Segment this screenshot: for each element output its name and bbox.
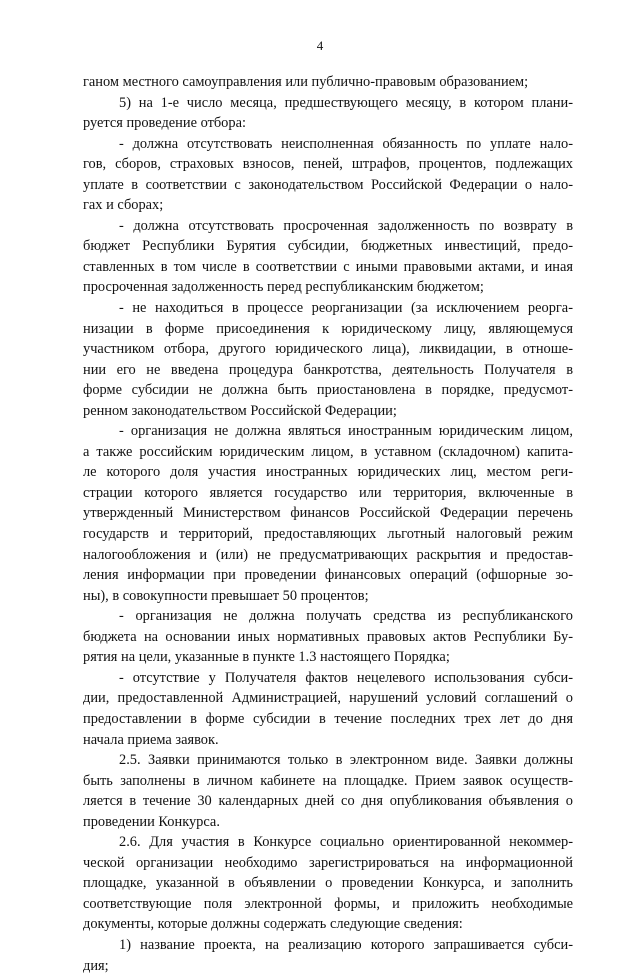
- text-line: ле которого доля участия иностранных юридических лиц, местом реги-: [83, 464, 573, 481]
- text-line: утвержденный Министерством финансов Российской Федерации перечень: [83, 505, 573, 522]
- text-line: 1) название проекта, на реализацию которого запрашивается субси-: [119, 936, 573, 953]
- text-line: форме субсидии не должна быть приостановлена в порядке, предусмот-: [83, 382, 573, 399]
- text-line: 5) на 1-е число месяца, предшествующего месяцу, в котором плани-: [119, 94, 573, 111]
- text-line: ления информации при проведении финансовых операций (офшорные зо-: [83, 567, 573, 584]
- text-line: начала приема заявок.: [83, 731, 219, 748]
- text-line: рятия на цели, указанные в пункте 1.3 настоящего Порядка;: [83, 649, 450, 666]
- text-line: ставленных в том числе в соответствии с иными правовыми актами, и иная: [83, 258, 573, 275]
- text-line: - должна отсутствовать просроченная задолженность по возврату в: [119, 217, 573, 234]
- text-line: дия;: [83, 957, 109, 974]
- text-line: ренном законодательством Российской Федерации;: [83, 402, 397, 419]
- text-line: гах и сборах;: [83, 197, 164, 214]
- text-line: ляется в течение 30 календарных дней со дня опубликования объявления о: [83, 793, 573, 810]
- document-body: [83, 72, 573, 976]
- text-line: просроченная задолженность перед республиканским бюджетом;: [83, 279, 484, 296]
- text-line: предоставлении в форме субсидии в течение последних трех лет до дня: [83, 710, 573, 727]
- text-line: - не находиться в процессе реорганизации (за исключением реорга-: [119, 300, 573, 317]
- text-line: дии, предоставленной Администрацией, нарушений условий соглашений о: [83, 690, 573, 707]
- text-line: налогообложения и (или) не предусматривающих раскрытия и предостав-: [83, 546, 573, 563]
- text-line: 2.5. Заявки принимаются только в электронном виде. Заявки должны: [119, 752, 573, 769]
- text-line: бюджет Республики Бурятия субсидии, бюджетных инвестиций, предо-: [83, 238, 573, 255]
- text-line: - отсутствие у Получателя фактов нецелевого использования субси-: [119, 669, 573, 686]
- text-line: проведении Конкурса.: [83, 813, 220, 830]
- text-line: уплате в соответствии с законодательством Российской Федерации о нало-: [83, 176, 573, 193]
- page-number: 4: [316, 38, 324, 53]
- text-line: ны), в совокупности превышает 50 процентов;: [83, 587, 369, 604]
- text-line: участником отбора, другого юридического лица), ликвидации, в отноше-: [83, 341, 573, 358]
- text-line: государств и территорий, предоставляющих льготный налоговый режим: [83, 526, 573, 543]
- text-line: - организация не должна являться иностранным юридическим лицом,: [119, 423, 573, 440]
- text-line: страции которого является государство или территория, включенные в: [83, 484, 573, 501]
- text-line: - организация не должна получать средства из республиканского: [119, 608, 573, 625]
- text-line: бюджета на основании иных нормативных правовых актов Республики Бу-: [83, 628, 573, 645]
- text-line: а также российским юридическим лицом, в уставном (складочном) капита-: [83, 443, 573, 460]
- text-line: низации в форме присоединения к юридическому лицу, являющемуся: [83, 320, 573, 337]
- text-line: ческой организации необходимо зарегистрироваться на информационной: [83, 854, 573, 871]
- text-line: - должна отсутствовать неисполненная обязанность по уплате нало-: [119, 135, 573, 152]
- text-line: площадке, указанной в объявлении о проведении Конкурса, и заполнить: [83, 875, 573, 892]
- text-line: гов, сборов, страховых взносов, пеней, штрафов, процентов, подлежащих: [83, 156, 573, 173]
- text-line: документы, которые должны содержать следующие сведения:: [83, 916, 463, 933]
- text-line: соответствующие поля электронной формы, и приложить необходимые: [83, 895, 573, 912]
- text-line: нии его не введена процедура банкротства, деятельность Получателя в: [83, 361, 573, 378]
- text-line: быть заполнены в личном кабинете на площадке. Прием заявок осуществ-: [83, 772, 573, 789]
- text-line: ганом местного самоуправления или публично-правовым образованием;: [83, 74, 529, 90]
- text-line: руется проведение отбора:: [83, 115, 246, 132]
- text-line: 2.6. Для участия в Конкурсе социально ориентированной некоммер-: [119, 834, 573, 851]
